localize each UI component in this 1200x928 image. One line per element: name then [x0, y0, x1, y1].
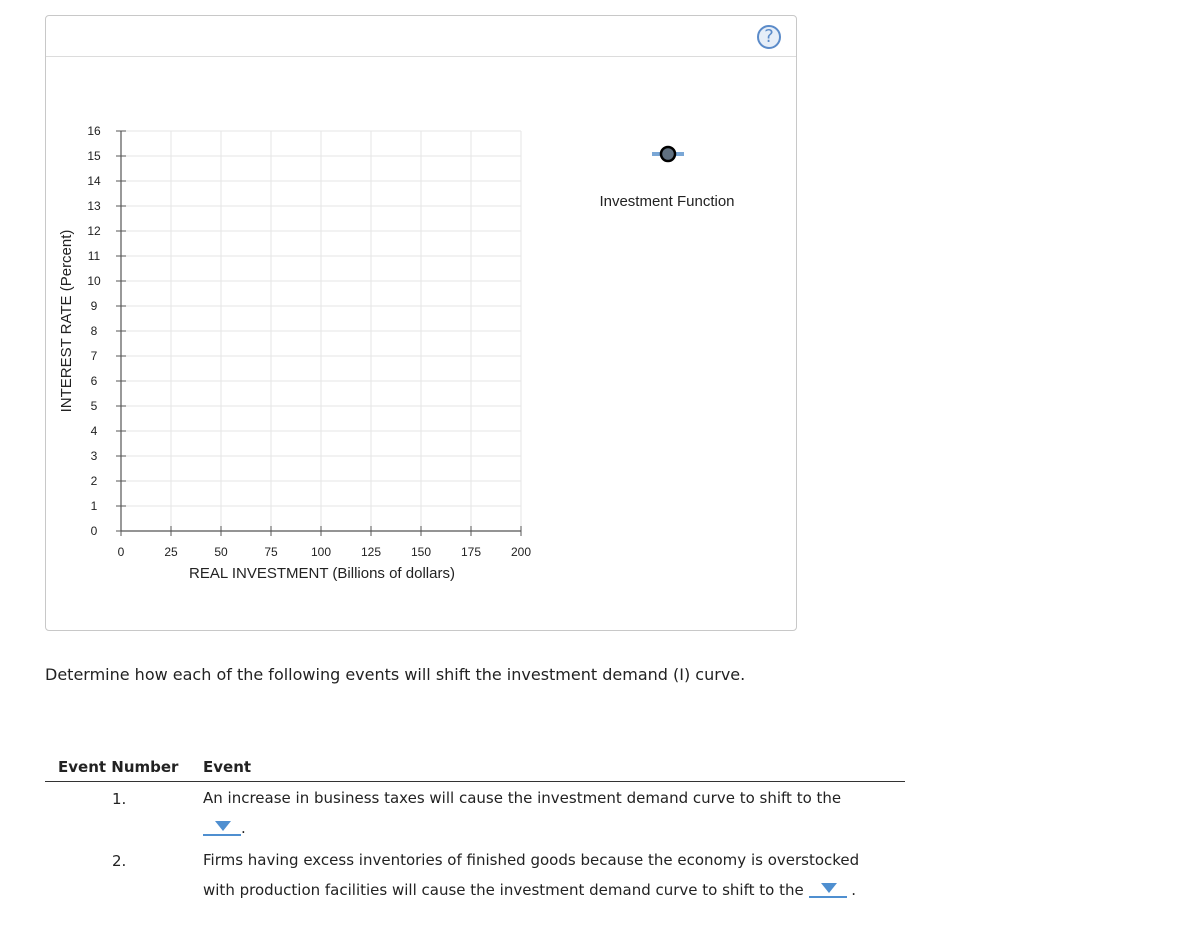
- event-text-2-line-2: with production facilities will cause the investment demand curve to shift to the: [203, 881, 804, 899]
- y-tick-label: 14: [87, 174, 101, 188]
- x-tick-label: 200: [510, 545, 532, 559]
- y-tick-label: 3: [90, 449, 98, 463]
- header-event-number: Event Number: [58, 758, 179, 776]
- event-1-period: .: [241, 819, 246, 837]
- x-tick-label: 75: [264, 545, 278, 559]
- events-table-header: [45, 750, 905, 782]
- event-text: [203, 783, 903, 843]
- y-tick-label: 15: [87, 149, 101, 163]
- x-tick-label: 25: [164, 545, 178, 559]
- event-text-1: An increase in business taxes will cause the investment demand curve to shift to the: [203, 789, 842, 807]
- x-tick-label: 125: [360, 545, 382, 559]
- y-tick-label: 0: [90, 524, 98, 538]
- x-tick-label: 150: [410, 545, 432, 559]
- x-axis-label: REAL INVESTMENT (Billions of dollars): [189, 565, 455, 582]
- y-tick-label: 5: [90, 399, 98, 413]
- event-number: 1.: [112, 790, 127, 808]
- chart-ticks: [87, 124, 531, 559]
- tool-label: Investment Function: [599, 193, 735, 210]
- y-tick-label: 4: [90, 424, 98, 438]
- tool-point-icon: [661, 147, 675, 161]
- event-2-shift-dropdown[interactable]: [809, 880, 847, 898]
- y-tick-label: 8: [90, 324, 98, 338]
- event-1-shift-dropdown[interactable]: [203, 818, 241, 836]
- y-tick-label: 16: [87, 124, 101, 138]
- y-tick-label: 2: [90, 474, 98, 488]
- x-tick-label: 50: [214, 545, 228, 559]
- y-tick-label: 7: [90, 349, 98, 363]
- chart-grid: [121, 131, 521, 531]
- events-table: [45, 750, 905, 899]
- event-text: [203, 845, 903, 905]
- y-tick-label: 11: [87, 249, 101, 263]
- x-tick-label: 175: [460, 545, 482, 559]
- x-tick-label: 0: [117, 545, 125, 559]
- y-axis-label: INTEREST RATE (Percent): [58, 229, 75, 413]
- y-tick-label: 10: [87, 274, 101, 288]
- y-tick-label: 1: [90, 499, 98, 513]
- help-icon[interactable]: ?: [757, 25, 781, 49]
- y-tick-label: 12: [87, 224, 101, 238]
- investment-function-tool[interactable]: [599, 147, 734, 210]
- event-2-period: .: [851, 881, 857, 899]
- y-tick-label: 13: [87, 199, 101, 213]
- event-number: 2.: [112, 852, 127, 870]
- event-text-2-line-1: Firms having excess inventories of finished goods because the economy is overstocked: [203, 851, 860, 869]
- y-tick-label: 6: [90, 374, 98, 388]
- y-tick-label: 9: [90, 299, 98, 313]
- question-text: Determine how each of the following events will shift the investment demand (I) curve.: [45, 665, 746, 684]
- x-tick-label: 100: [310, 545, 332, 559]
- header-event: Event: [203, 758, 252, 776]
